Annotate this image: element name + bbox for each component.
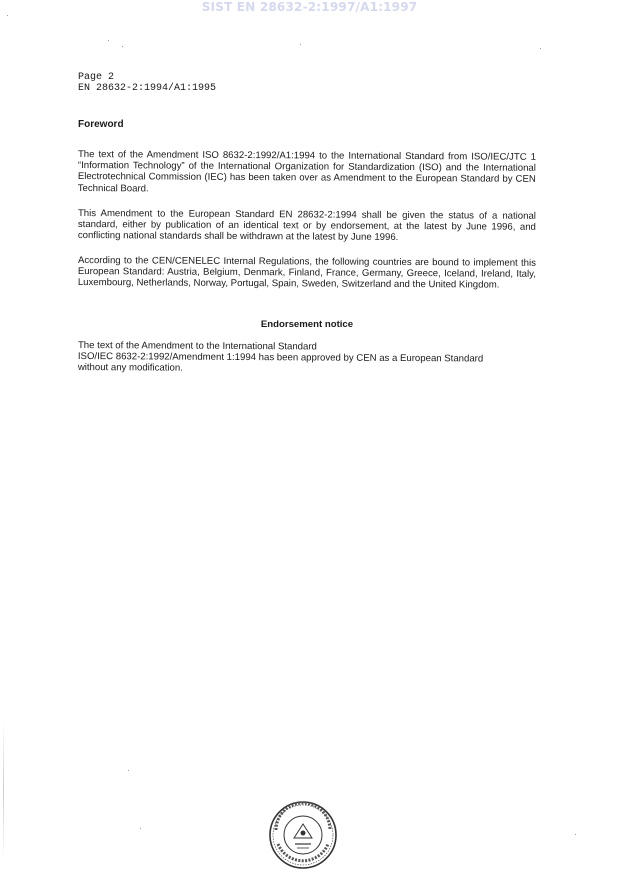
- watermark: SIST EN 28632-2:1997/A1:1997: [201, 0, 418, 14]
- scan-speck: [108, 40, 109, 41]
- foreword-paragraph-2: This Amendment to the European Standard EN 28632-2:1994 shall be given the status of a national standard, either by publication of an identical text or by endorsement, at the latest by June 1996, and conflicting national standards shall be withdrawn at the latest by June 1996.: [77, 208, 536, 244]
- scan-speck: [122, 46, 123, 47]
- endorsement-text: [78, 340, 536, 376]
- scan-speck: [128, 770, 129, 771]
- foreword-paragraph-3: According to the CEN/CENELEC Internal Regulations, the following countries are bound to implement this European Standard: Austria, Belgium, Denmark, Finland, France, Germany, Greece, Iceland, Ireland, Italy, Luxembourg, Netherlands, Norway, Portugal, Spain, Sweden, Switzerland and the United Kingdom.: [77, 255, 536, 291]
- scan-speck: [575, 834, 576, 835]
- endorsement-heading: Endorsement notice: [260, 319, 354, 330]
- scan-margin-artifact: [3, 720, 4, 860]
- endorsement-line-3: without any modification.: [77, 362, 183, 375]
- scan-speck: [540, 48, 541, 49]
- scan-speck: [140, 828, 141, 829]
- endorsement-line-2: ISO/IEC 8632-2:1992/Amendment 1:1994 has been approved by CEN as a European Standard: [77, 351, 484, 365]
- page-header: [78, 72, 216, 94]
- foreword-paragraph-1: The text of the Amendment ISO 8632-2:1992/A1:1994 to the International Standard from ISO/IEC/JTC 1 “Information Technology” of the International Organization for Standardization (ISO) and the International Electrotechnical Commission (IEC) has been taken over as Amendment to the European Standard by CEN Technical Board.: [77, 149, 536, 195]
- official-seal-icon: [268, 800, 338, 870]
- scan-speck: [7, 15, 8, 16]
- page-number: Page 2: [78, 72, 115, 83]
- scan-speck: [300, 44, 301, 45]
- foreword-heading: Foreword: [78, 119, 124, 130]
- document-number: EN 28632-2:1994/A1:1995: [78, 83, 217, 94]
- endorsement-line-1: The text of the Amendment to the International Standard: [77, 340, 317, 353]
